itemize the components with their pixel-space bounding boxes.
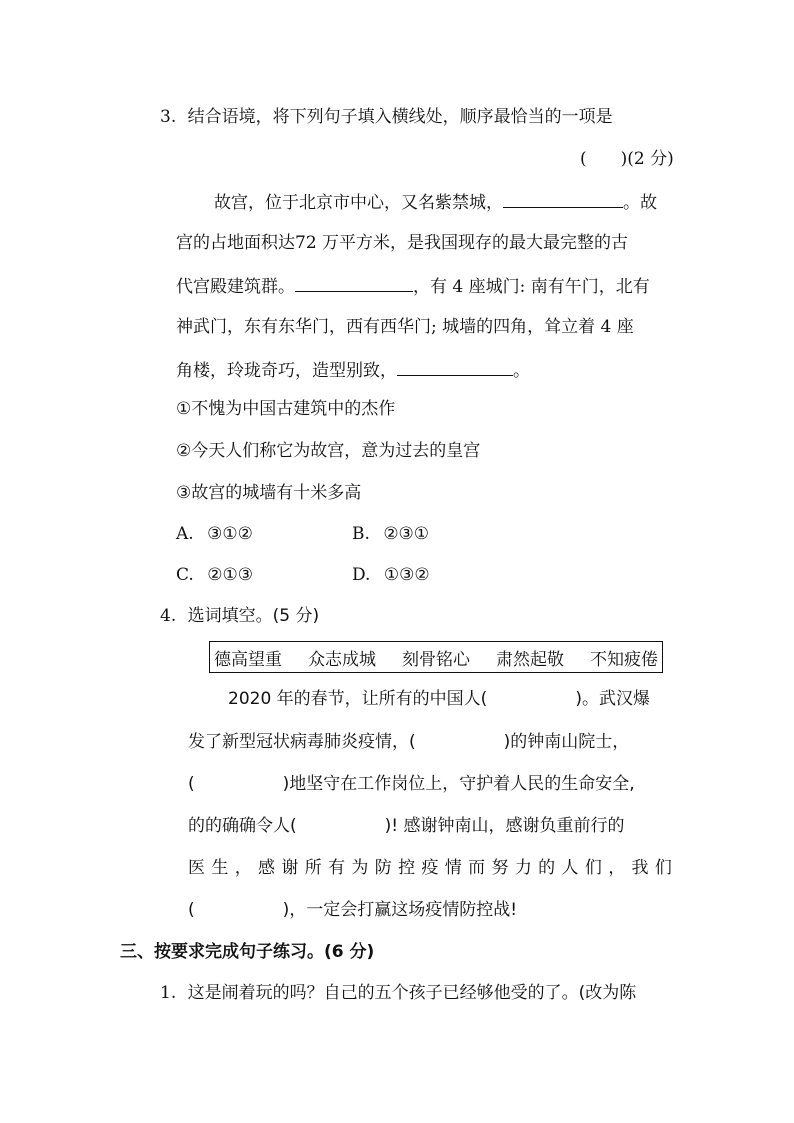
q4-passage-text: )。武汉爆 xyxy=(575,689,650,709)
q3-passage-text: ，有 4 座城门: 南有午门，北有 xyxy=(413,277,650,297)
q4-passage-line-2 xyxy=(188,732,629,752)
word-bank-item: 不知疲倦 xyxy=(590,649,658,670)
q4-passage-line-5 xyxy=(188,858,672,878)
option-label: A. xyxy=(176,524,194,544)
q4-passage-line-3 xyxy=(188,774,635,794)
word-bank-item: 刻骨铭心 xyxy=(402,649,470,670)
char: 生 xyxy=(211,858,229,878)
q3-number: 3. xyxy=(160,107,177,127)
char: 而 xyxy=(468,858,486,878)
option-a[interactable] xyxy=(176,524,253,544)
q4-passage-text: )! 感谢钟南山，感谢负重前行的 xyxy=(384,816,625,836)
option-text: ①③② xyxy=(383,565,430,585)
option-text: ②③① xyxy=(383,524,430,544)
fill-blank-3[interactable] xyxy=(397,359,513,376)
char: 所 xyxy=(304,858,322,878)
char: 医 xyxy=(188,858,205,878)
q3-score: ( )(2 分) xyxy=(580,149,674,169)
q3-passage-text: 代宫殿建筑群。 xyxy=(176,277,295,297)
q4-passage-line-4 xyxy=(188,816,625,836)
char: 的 xyxy=(538,858,556,878)
char: ， xyxy=(234,858,252,878)
char: 我 xyxy=(631,858,649,878)
word-bank-item: 德高望重 xyxy=(214,649,282,670)
section-heading: 三、按要求完成句子练习。(6 分) xyxy=(120,942,375,962)
q4-passage-text: ( xyxy=(188,900,195,920)
char: 们 xyxy=(584,858,602,878)
char: ， xyxy=(608,858,626,878)
q4-passage-text: )地坚守在工作岗位上，守护着人民的生命安全, xyxy=(282,774,635,794)
q3-stem-text: 结合语境，将下列句子填入横线处，顺序最恰当的一项是 xyxy=(187,107,613,127)
q4-passage-text: 的的确确令人( xyxy=(188,816,297,836)
word-bank-item: 肃然起敬 xyxy=(496,649,564,670)
q4-number: 4. xyxy=(160,606,177,626)
q3-sentence-1: ①不愧为中国古建筑中的杰作 xyxy=(176,399,396,419)
q4-passage-text: ( xyxy=(188,774,195,794)
char: 感 xyxy=(258,858,276,878)
char: 力 xyxy=(514,858,532,878)
option-text: ③①② xyxy=(207,524,253,544)
option-d[interactable] xyxy=(352,565,430,585)
q4-passage-line-6 xyxy=(188,900,517,920)
word-bank-item: 众志成城 xyxy=(308,649,376,670)
word-bank xyxy=(209,641,663,673)
char: 疫 xyxy=(421,858,439,878)
q3-passage-line-5 xyxy=(176,359,530,381)
q3-passage-text: 。故 xyxy=(623,193,657,213)
q3-passage-line-3 xyxy=(176,275,650,297)
q3-passage-line-4: 神武门，东有东华门，西有西华门; 城墙的四角，耸立着 4 座 xyxy=(176,317,634,337)
option-b[interactable] xyxy=(352,524,429,544)
char: 人 xyxy=(561,858,579,878)
option-text: ②①③ xyxy=(207,565,253,585)
char: 谢 xyxy=(281,858,299,878)
q3-passage-text: 。 xyxy=(513,361,530,381)
option-label: D. xyxy=(352,565,371,585)
q3-passage-line-2: 宫的占地面积达72 万平方米，是我国现存的最大最完整的古 xyxy=(176,233,629,253)
q3-stem xyxy=(160,107,613,127)
option-label: B. xyxy=(352,524,370,544)
q4-passage-text: )的钟南山院士， xyxy=(503,732,630,752)
q3-sentence-3: ③故宫的城墙有十米多高 xyxy=(176,483,362,503)
char: 防 xyxy=(374,858,392,878)
char: 为 xyxy=(351,858,369,878)
q1-text: 这是闹着玩的吗？自己的五个孩子已经够他受的了。(改为陈 xyxy=(187,983,637,1003)
char: 情 xyxy=(444,858,462,878)
q4-passage-text: )，一定会打赢这场疫情防控战! xyxy=(282,900,518,920)
q4-passage-text: 发了新型冠状病毒肺炎疫情，( xyxy=(188,732,416,752)
q4-passage-text: 2020 年的春节，让所有的中国人( xyxy=(228,689,488,709)
char: 有 xyxy=(328,858,346,878)
char: 控 xyxy=(398,858,416,878)
q3-passage-line-1 xyxy=(214,191,657,213)
q3-passage-text: 故宫，位于北京市中心，又名紫禁城， xyxy=(214,193,503,213)
q4-passage-line-1 xyxy=(228,689,650,709)
q3-sentence-2: ②今天人们称它为故宫，意为过去的皇宫 xyxy=(176,441,481,461)
q4-stem xyxy=(160,606,319,626)
char: 们 xyxy=(654,858,672,878)
q1-number: 1. xyxy=(160,983,177,1003)
q4-stem-text: 选词填空。(5 分) xyxy=(187,606,320,626)
q3-passage-text: 角楼，玲珑奇巧，造型别致， xyxy=(176,361,397,381)
fill-blank-1[interactable] xyxy=(503,191,623,208)
char: 努 xyxy=(491,858,509,878)
q1-stem xyxy=(160,983,636,1003)
option-label: C. xyxy=(176,565,194,585)
fill-blank-2[interactable] xyxy=(295,275,413,292)
option-c[interactable] xyxy=(176,565,253,585)
